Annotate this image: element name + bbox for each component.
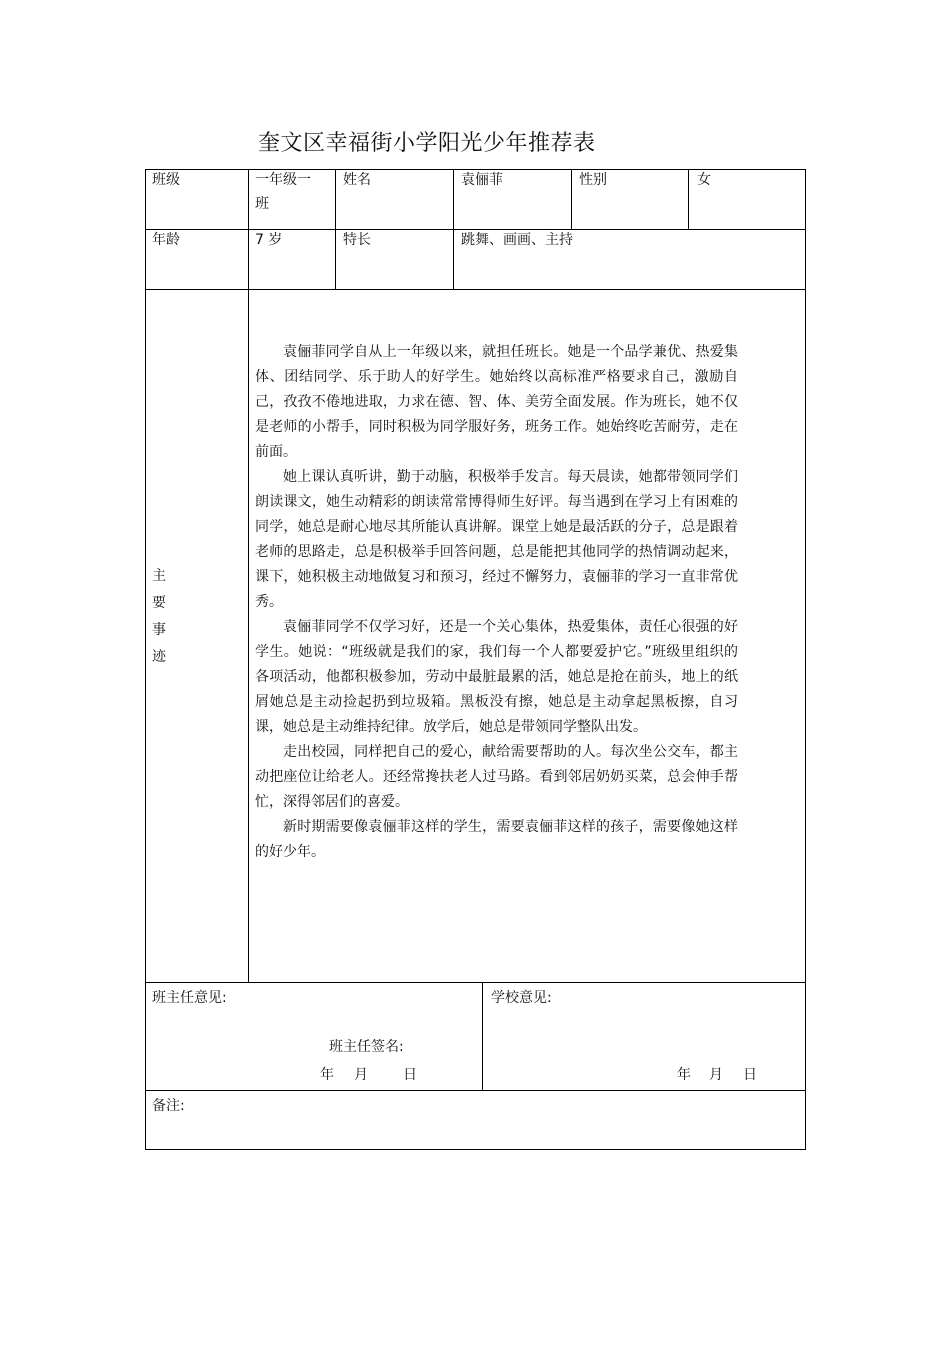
class-label: 班级 [152,172,180,188]
page-title: 奎文区幸福街小学阳光少年推荐表 [258,131,596,156]
name-label: 姓名 [343,172,371,188]
main-deeds-text [255,340,738,865]
date-month: 月 [709,1067,723,1083]
remarks-label: 备注: [152,1098,185,1114]
col-divider-5 [688,169,689,230]
specialty-value: 跳舞、画画、主持 [461,232,573,248]
table-border-right [805,169,806,1150]
deeds-paragraph: 新时期需要像袁俪菲这样的学生，需要袁俪菲这样的孩子，需要像她这样的好少年。 [255,819,738,860]
row-divider-3 [145,982,806,983]
specialty-label: 特长 [343,232,371,248]
date-month: 月 [354,1067,368,1083]
teacher-sign-label: 班主任签名: [329,1039,404,1055]
opinion-divider [482,982,483,1091]
school-date [677,1065,757,1085]
teacher-opinion-label: 班主任意见: [152,990,227,1006]
age-label: 年龄 [152,232,180,248]
date-day: 日 [743,1067,757,1083]
date-year: 年 [320,1067,334,1083]
main-deeds-label: 主要事迹 [152,568,166,665]
col-divider-2 [335,169,336,290]
gender-label: 性别 [579,172,607,188]
date-day: 日 [403,1067,417,1083]
date-year: 年 [677,1067,691,1083]
deeds-paragraph: 袁俪菲同学不仅学习好，还是一个关心集体，热爱集体，责任心很强的好学生。她说：“班级就是我们的家，我们每一个人都要爱护它。”班级里组织的各项活动，他都积极参加，劳动中最脏最累的活，她总是抢在前头，地上的纸屑她总是主动捡起扔到垃圾箱。黑板没有擦，她总是主动拿起黑板擦，自习课，她总是主动维持纪律。放学后，她总是带领同学整队出发。 [255,619,738,735]
name-value: 袁俪菲 [461,172,503,188]
gender-value: 女 [697,172,711,188]
deeds-paragraph: 走出校园，同样把自己的爱心，献给需要帮助的人。每次坐公交车，都主动把座位让给老人。还经常搀扶老人过马路。看到邻居奶奶买菜，总会伸手帮忙，深得邻居们的喜爱。 [255,744,738,810]
col-divider-4 [571,169,572,230]
table-border-left [145,169,146,1150]
age-value: 7 岁 [255,232,283,248]
table-border-bottom [145,1149,806,1150]
deeds-paragraph: 袁俪菲同学自从上一年级以来，就担任班长。她是一个品学兼优、热爱集体、团结同学、乐于助人的好学生。她始终以高标准严格要求自己，激励自己，孜孜不倦地进取，力求在德、智、体、美劳全面发展。作为班长，她不仅是老师的小帮手，同时积极为同学服好务，班务工作。她始终吃苦耐劳，走在前面。 [255,344,738,460]
col-divider-1 [248,169,249,983]
row-divider-2 [145,289,806,290]
school-opinion-label: 学校意见: [491,990,552,1006]
deeds-paragraph: 她上课认真听讲，勤于动脑，积极举手发言。每天晨读，她都带领同学们朗读课文，她生动精彩的朗读常常博得师生好评。每当遇到在学习上有困难的同学，她总是耐心地尽其所能认真讲解。课堂上她是最活跃的分子，总是跟着老师的思路走，总是积极举手回答问题，总是能把其他同学的热情调动起来，课下，她积极主动地做复习和预习，经过不懈努力，袁俪菲的学习一直非常优秀。 [255,469,738,610]
class-value: 一年级一班 [255,172,311,212]
col-divider-3 [453,169,454,290]
teacher-date [320,1065,417,1085]
row-divider-4 [145,1090,806,1091]
